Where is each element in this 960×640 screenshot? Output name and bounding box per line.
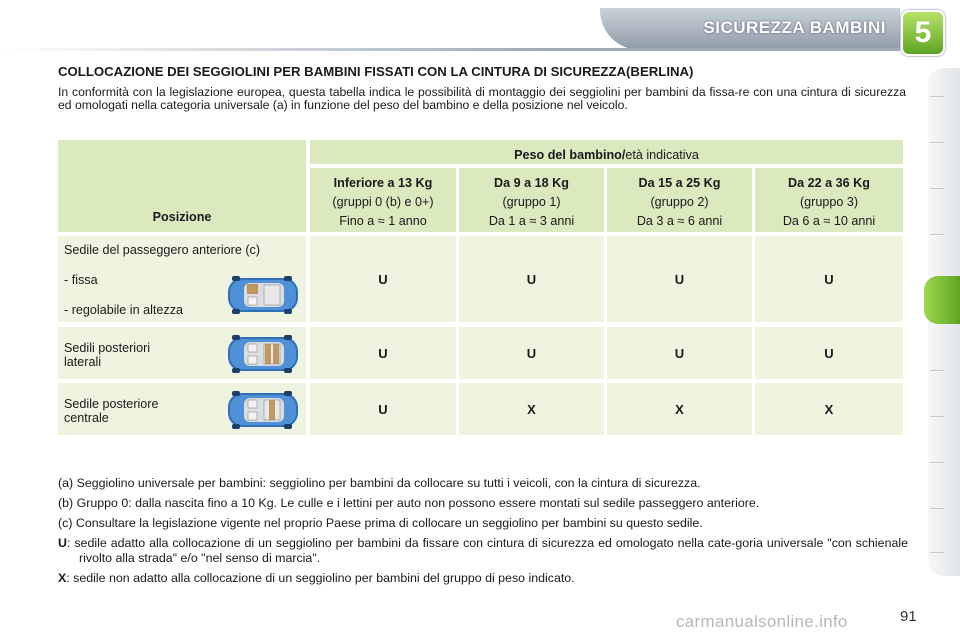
- compatibility-value: X: [607, 383, 752, 435]
- side-tab-divider: [930, 552, 944, 553]
- seat-label-line: Sedile posteriore: [64, 397, 159, 411]
- column-label: Inferiore a 13 Kg: [333, 176, 433, 190]
- compatibility-value: X: [459, 383, 604, 435]
- table-row-seat: [58, 236, 306, 322]
- footnote-x: [58, 571, 908, 586]
- compatibility-value: U: [607, 327, 752, 379]
- footnote-b: (b) Gruppo 0: dalla nascita fino a 10 Kg. Le culle e i lettini per auto non possono essere montati sul sedile passeggero anteriore.: [58, 496, 760, 510]
- column-header: [459, 168, 604, 232]
- intro-paragraph: In conformità con la legislazione europea, questa tabella indica le possibilità di montaggio dei seggiolini per bambini da fissa-re con una cintura di sicurezza ed omologati nella categoria universale (a) in funzione del peso del bambino e della posizione nel veicolo.: [58, 85, 906, 113]
- column-header: [607, 168, 752, 232]
- chapter-badge: 5: [901, 10, 945, 56]
- footnote-c: (c) Consultare la legislazione vigente nel proprio Paese prima di collocare un seggiolino per bambini su questo sedile.: [58, 516, 703, 530]
- column-group: (gruppo 3): [799, 195, 859, 209]
- side-tab-active-chapter[interactable]: [924, 276, 960, 324]
- table-row-seat: [58, 383, 306, 435]
- column-age: Da 1 a ≈ 3 anni: [488, 214, 575, 228]
- weight-header-bold: Peso del bambino/: [514, 148, 626, 162]
- seat-label-line: Sedili posteriori: [64, 341, 151, 355]
- watermark: carmanualsonline.info: [676, 612, 848, 631]
- seat-label-line: laterali: [64, 355, 102, 369]
- compatibility-value: U: [755, 236, 903, 322]
- side-tab-divider: [930, 508, 944, 509]
- column-age: Da 3 a ≈ 6 anni: [636, 214, 723, 228]
- side-tab-divider: [930, 234, 944, 235]
- compatibility-value: U: [310, 383, 456, 435]
- compatibility-value: U: [459, 236, 604, 322]
- car-top-view-icon: [224, 274, 302, 316]
- compatibility-value: U: [607, 236, 752, 322]
- column-header: [310, 168, 456, 232]
- compatibility-value: U: [459, 327, 604, 379]
- side-tab-divider: [930, 462, 944, 463]
- legend-key-x: X: [58, 571, 67, 585]
- side-tab-divider: [930, 370, 944, 371]
- section-title: SICUREZZA BAMBINI: [703, 18, 886, 37]
- table-row-seat: [58, 327, 306, 379]
- column-group: (gruppi 0 (b) e 0+): [332, 195, 434, 209]
- seat-option: - fissa: [64, 273, 98, 287]
- side-tab-divider: [930, 142, 944, 143]
- seat-label: [64, 341, 150, 369]
- side-tab-divider: [930, 416, 944, 417]
- car-top-view-icon: [224, 333, 302, 375]
- page-title: COLLOCAZIONE DEI SEGGIOLINI PER BAMBINI FISSATI CON LA CINTURA DI SICUREZZA(BERLINA): [58, 64, 694, 79]
- weight-header-normal: età indicativa: [625, 148, 699, 162]
- compatibility-value: U: [310, 236, 456, 322]
- seat-label: Sedile del passeggero anteriore (c): [64, 243, 261, 257]
- seat-option: - regolabile in altezza: [64, 303, 184, 317]
- seat-label: [64, 397, 159, 425]
- footnote-u: [58, 536, 908, 566]
- footnote-a: (a) Seggiolino universale per bambini: seggiolino per bambini da collocare su tutti i veicoli, con la cintura di sicurezza.: [58, 476, 701, 490]
- compatibility-value: U: [310, 327, 456, 379]
- legend-text-u: : sedile adatto alla collocazione di un seggiolino per bambini da fissare con cintura di sicurezza ed omologato nella cate-goria universale "con schienale rivolto alla strada" e/o "nel senso di marcia".: [66, 536, 908, 565]
- column-age: Da 6 a ≈ 10 anni: [782, 214, 876, 228]
- column-header: [755, 168, 903, 232]
- weight-header: [310, 140, 903, 164]
- column-label: Da 9 a 18 Kg: [494, 176, 569, 190]
- side-tab-divider: [930, 96, 944, 97]
- seat-label-line: centrale: [64, 411, 109, 425]
- side-tab-divider: [930, 188, 944, 189]
- header-rule: [0, 48, 900, 51]
- page-number: 91: [900, 608, 917, 625]
- column-label: Da 15 a 25 Kg: [638, 176, 721, 190]
- column-label: Da 22 a 36 Kg: [788, 176, 870, 190]
- column-group: (gruppo 2): [650, 195, 709, 209]
- column-age: Fino a ≈ 1 anno: [339, 214, 427, 228]
- legend-key-u: U: [58, 536, 67, 550]
- car-top-view-icon: [224, 389, 302, 431]
- compatibility-value: U: [755, 327, 903, 379]
- position-header: Posizione: [58, 140, 306, 232]
- compatibility-value: X: [755, 383, 903, 435]
- footnotes: [58, 476, 908, 591]
- legend-text-x: : sedile non adatto alla collocazione di un seggiolino per bambini del gruppo di peso indicato.: [66, 571, 575, 585]
- column-group: (gruppo 1): [502, 195, 561, 209]
